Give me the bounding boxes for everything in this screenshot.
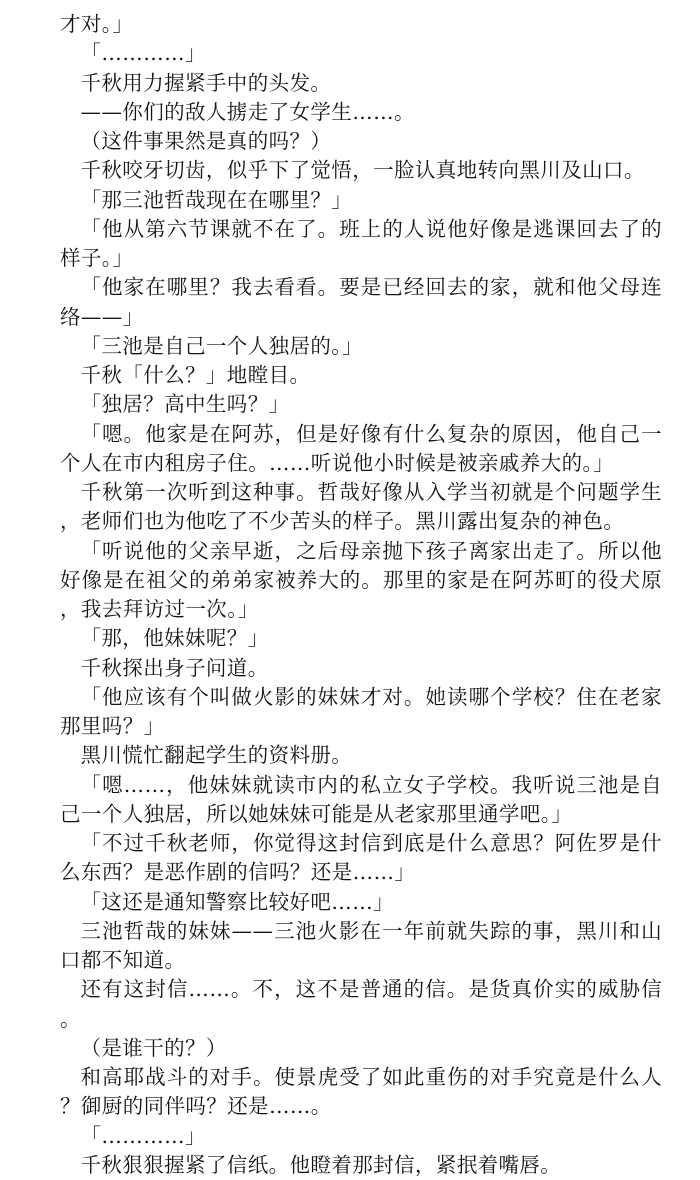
paragraph-18: 「他应该有个叫做火影的妹妹才对。她读哪个学校？住在老家那里吗？」 [60, 684, 662, 738]
paragraph-8: 「他从第六节课就不在了。班上的人说他好像是逃课回去了的样子。」 [60, 216, 662, 270]
paragraph-19: 黑川慌忙翻起学生的资料册。 [80, 743, 353, 768]
paragraph-15: 「听说他的父亲早逝，之后母亲抛下孩子离家出走了。所以他好像是在祖父的弟弟家被养大的。那里的家是在阿苏町的役犬原，我去拜访过一次。」 [60, 538, 662, 621]
paragraph-14: 千秋第一次听到这种事。哲哉好像从入学当初就是个问题学生，老师们也为他吃了不少苦头的样子。黑川露出复杂的神色。 [60, 480, 662, 534]
paragraph-25: （是谁干的？） [80, 1035, 227, 1060]
paragraph-10: 「三池是自己一个人独居的。」 [80, 333, 363, 358]
paragraph-22: 「这还是通知警察比较好吧……」 [80, 889, 394, 914]
paragraph-7: 「那三池哲哉现在在哪里？」 [80, 187, 353, 212]
paragraph-3: 千秋用力握紧手中的头发。 [80, 70, 332, 95]
paragraph-28: 千秋狠狠握紧了信纸。他瞪着那封信，紧抿着嘴唇。 [80, 1152, 562, 1177]
paragraph-11: 千秋「什么？」地瞠目。 [80, 363, 311, 387]
paragraph-5: （这件事果然是真的吗？） [80, 129, 332, 153]
paragraph-4: ——你们的敌人掳走了女学生……。 [80, 99, 415, 124]
paragraph-9: 「他家在哪里？我去看看。要是已经回去的家，就和他父母连络——」 [60, 275, 662, 329]
paragraph-26: 和高耶战斗的对手。使景虎受了如此重伤的对手究竟是什么人？御厨的同伴吗？还是……。 [60, 1065, 662, 1119]
paragraph-23: 三池哲哉的妹妹——三池火影在一年前就失踪的事，黑川和山口都不知道。 [60, 918, 662, 972]
paragraph-12: 「独居？高中生吗？」 [80, 392, 290, 417]
paragraph-1: 才对。」 [60, 12, 134, 36]
paragraph-6: 千秋咬牙切齿，似乎下了觉悟，一脸认真地转向黑川及山口。 [80, 158, 645, 183]
paragraph-21: 「不过千秋老师，你觉得这封信到底是什么意思？阿佐罗是什么东西？是恶作剧的信吗？还是……」 [60, 831, 662, 885]
paragraph-13: 「嗯。他家是在阿苏，但是好像有什么复杂的原因，他自己一个人在市内租房子住。……听说他小时候是被亲戚养大的。」 [60, 421, 662, 475]
paragraph-16: 「那，他妹妹呢？」 [80, 626, 269, 651]
paragraph-2: 「…………」 [80, 41, 206, 66]
paragraph-20: 「嗯……，他妹妹就读市内的私立女子学校。我听说三池是自己一个人独居，所以她妹妹可能是从老家那里通学吧。」 [60, 772, 662, 826]
paragraph-27: 「…………」 [80, 1123, 206, 1148]
paragraph-24: 还有这封信……。不，这不是普通的信。是货真价实的威胁信。 [60, 977, 662, 1031]
paragraph-17: 千秋探出身子问道。 [80, 655, 269, 680]
